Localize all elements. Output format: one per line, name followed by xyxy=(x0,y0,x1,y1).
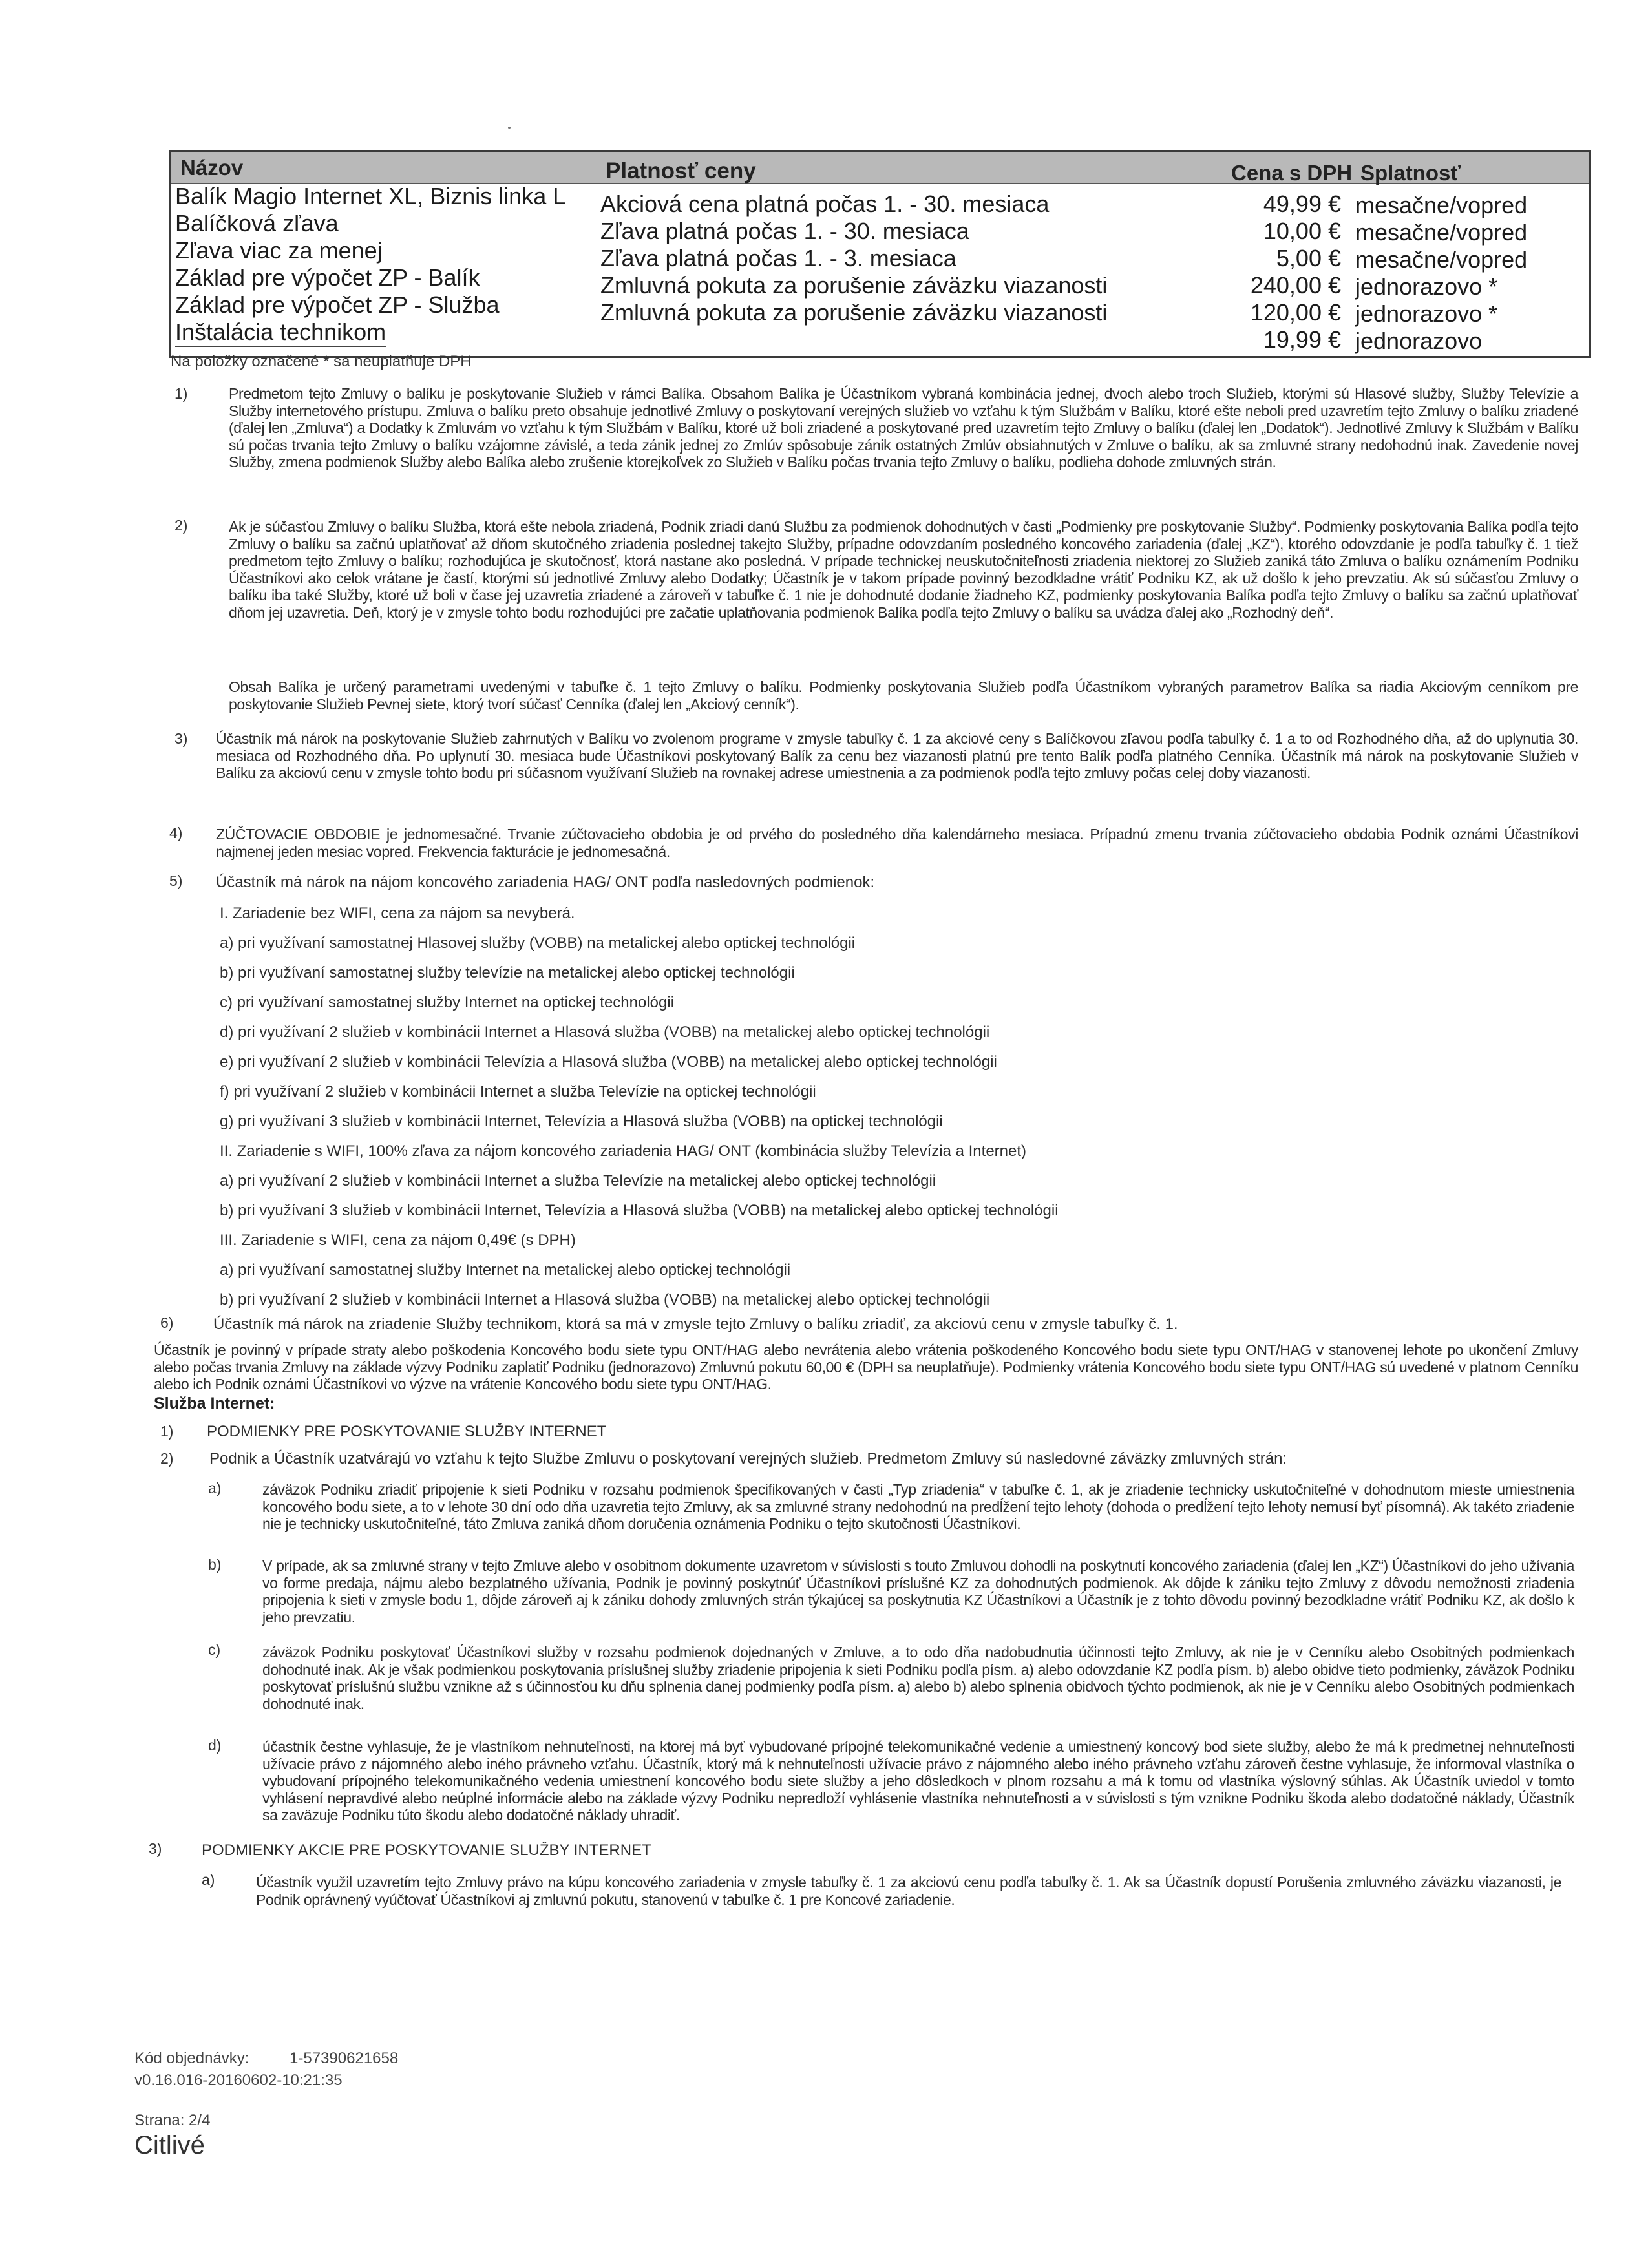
name-column xyxy=(175,183,589,347)
table-cell-due: mesačne/vopred xyxy=(1355,219,1528,246)
item-number: 2) xyxy=(174,517,188,534)
list-item: c) pri využívaní samostatnej služby Internet na optickej technológii xyxy=(220,994,675,1011)
paragraph-2: Ak je súčasťou Zmluvy o balíku Služba, ktorá ešte nebola zriadená, Podnik zriadi danú Službu za podmienok dohodnutých v časti „Podmienky pre poskytovanie Služby“. Podmienky poskytovania Balíka podľa tejto Zmluvy o balíku sa začnú uplatňovať až dňom skutočného zriadenia poslednej takejto Služby, prípadne odovzdaním posledného koncového zariadenia (ďalej „KZ“), ktorého odovzdanie je podľa tabuľky č. 1 tiež predmetom tejto Zmluvy o balíku; rozhodujúca je skutočnosť, ktorá nastane ako posledná. V prípade technickej neuskutočniteľnosti zriadenia niektorej zo Služieb zaniká táto Zmluva o balíku oznámením Podniku Účastníkovi ako celok vrátane je častí, ktorými sú jednotlivé Zmluvy alebo Dodatky; Účastník je v takom prípade povinný bezodkladne vrátiť Podniku KZ, ak už došlo k jeho prevzatiu. Ak sú súčasťou Zmluvy o balíku iba také Služby, ktoré už boli v čase jej uzavretia zriadené a zároveň v tabuľke č. 1 nie je dohodnuté dodanie žiadneho KZ, podmienky poskytovania Balíka podľa tejto Zmluvy o balíku sa začnú uplatňovať dňom jej uzavretia. Deň, ktorý je v zmysle tohto bodu rozhodujúci pre začatie uplatňovania podmienok Balíka podľa tejto Zmluvy o balíku sa uvádza ďalej ako „Rozhodný deň“. xyxy=(229,518,1578,621)
internet-point-3a: Účastník využil uzavretím tejto Zmluvy právo na kúpu koncového zariadenia v zmysle tabuľky č. 1 za akciovú cenu podľa tabuľky č. 1. Ak sa Účastník dopustí Porušenia zmluvného záväzku viazanosti, je Podnik oprávnený vyúčtovať Účastníkovi aj zmluvnú pokutu, stanovenú v tabuľke č. 1 pre Koncové zariadenie. xyxy=(256,1874,1561,1908)
table-cell-validity: Zmluvná pokuta za porušenie záväzku viazanosti xyxy=(600,299,1108,326)
paragraph-4: ZÚČTOVACIE OBDOBIE je jednomesačné. Trvanie zúčtovacieho obdobia je od prvého do posledného dňa kalendárneho mesiaca. Prípadnú zmenu trvania zúčtovacieho obdobia Podnik oznámi Účastníkovi najmenej jeden mesiac vopred. Frekvencia fakturácie je jednomesačná. xyxy=(216,826,1578,860)
list-item: a) pri využívaní samostatnej služby Internet na metalickej alebo optickej technológii xyxy=(220,1261,791,1279)
header-validity: Platnosť ceny xyxy=(606,158,756,184)
internet-heading: Služba Internet: xyxy=(154,1394,275,1412)
table-cell-price: 49,99 € xyxy=(1263,191,1341,217)
scan-speck xyxy=(508,127,511,129)
item-letter: a) xyxy=(202,1871,215,1888)
paragraph-5: Účastník má nárok na nájom koncového zariadenia HAG/ ONT podľa nasledovných podmienok: xyxy=(216,874,875,891)
list-item: a) pri využívaní 2 služieb v kombinácii Internet a služba Televízie na metalickej alebo optickej technológii xyxy=(220,1172,936,1190)
table-cell-price: 120,00 € xyxy=(1250,299,1341,326)
item-letter: a) xyxy=(208,1480,222,1496)
table-cell-price: 19,99 € xyxy=(1263,326,1341,353)
item-number: 3) xyxy=(174,730,188,747)
paragraph-2b: Obsah Balíka je určený parametrami uvedenými v tabuľke č. 1 tejto Zmluvy o balíku. Podmienky poskytovania Služieb podľa Účastníkom vybraných parametrov Balíka sa riadia Akciovým cenníkom pre poskytovanie Služieb Pevnej siete, ktorý tvorí súčasť Cenníka (ďalej len „Akciový cenník“). xyxy=(229,678,1578,713)
order-code-label: Kód objednávky: xyxy=(134,2050,249,2067)
list-item: I. Zariadenie bez WIFI, cena za nájom sa nevyberá. xyxy=(220,905,575,922)
table-cell-validity: Zmluvná pokuta za porušenie záväzku viazanosti xyxy=(600,272,1108,299)
internet-point-2d: účastník čestne vyhlasuje, že je vlastníkom nehnuteľnosti, na ktorej má byť vybudované prípojné telekomunikačné vedenie a umiestnený koncový bod siete služby, alebo že má k predmetnej nehnuteľnosti užívacie právo z nájomného alebo iného právneho vzťahu. Účastník, ktorý má k nehnuteľnosti užívacie právo z nájomného alebo iného právneho vzťahu zároveň čestne vyhlasuje, že informoval vlastníka o vybudovaní prípojného telekomunikačného vedenia umiestnení koncového bodu siete služby a jeho dôsledkoch v plnom rozsahu a má k tomu od vlastníka výslovný súhlas. Ak Účastník uviedol v tomto vyhlásení nepravdivé alebo neúplné informácie alebo na základe výzvy Podniku nepredloží vyhlásenie vlastníka nehnuteľnosti a v súvislosti s tým vznikne Podniku škoda alebo dodatočné náklady, Účastník sa zaväzuje Podniku túto škodu alebo dodatočné náklady uhradiť. xyxy=(262,1738,1574,1823)
item-letter: b) xyxy=(208,1556,222,1573)
item-number: 6) xyxy=(160,1314,174,1331)
paragraph-7: Účastník je povinný v prípade straty alebo poškodenia Koncového bodu siete typu ONT/HAG alebo nevrátenia alebo vrátenia poškodeného Koncového bodu siete typu ONT/HAG v stanovenej lehote po ukončení Zmluvy alebo počas trvania Zmluvy na základe výzvy Podniku zaplatiť Podniku (jednorazovo) Zmluvnú pokutu 60,00 € (DPH sa neuplatňuje). Podmienky vrátenia Koncového bodu siete typu ONT/HAG sú uvedené v platnom Cenníku alebo ich Podnik oznámi Účastníkovi vo výzve na vrátenie Koncového bodu siete typu ONT/HAG. xyxy=(154,1341,1578,1392)
table-cell-name: Balíčková zľava xyxy=(175,210,339,236)
list-item: f) pri využívaní 2 služieb v kombinácii Internet a služba Televízie na optickej technológii xyxy=(220,1083,816,1100)
item-number: 1) xyxy=(174,385,188,402)
table-cell-due: mesačne/vopred xyxy=(1355,192,1528,218)
classification-label: Citlivé xyxy=(134,2131,205,2159)
item-number: 4) xyxy=(169,824,183,841)
table-cell-validity: Zľava platná počas 1. - 3. mesiaca xyxy=(600,245,956,271)
item-letter: d) xyxy=(208,1737,222,1754)
item-number: 5) xyxy=(169,872,183,889)
price-table-header xyxy=(171,152,1589,184)
internet-point-2a: záväzok Podniku zriadiť pripojenie k sieti Podniku v rozsahu podmienok špecifikovaných v časti „Typ zriadenia“ v tabuľke č. 1, ak je zriadenie technicky uskutočniteľné v dohodnutom mieste umiestnenia koncového bodu siete, a to v lehote 30 dní odo dňa uzavretia tejto Zmluvy, ak sa zmluvné strany nedohodnú na predĺžení tejto lehoty (dohoda o predĺžení tejto lehoty nemusí byť písomná). Ak takéto zriadenie nie je technicky uskutočniteľné, táto Zmluva zaniká dňom doručenia oznámenia Podniku o tejto skutočnosti Účastníkovi. xyxy=(262,1481,1574,1532)
table-cell-name: Základ pre výpočet ZP - Služba xyxy=(175,291,500,318)
table-footnote: Na položky označené * sa neuplatňuje DPH xyxy=(171,353,472,370)
internet-point-3: PODMIENKY AKCIE PRE POSKYTOVANIE SLUŽBY INTERNET xyxy=(202,1842,651,1859)
table-cell-validity: Akciová cena platná počas 1. - 30. mesiaca xyxy=(600,191,1050,217)
table-cell-name: Zľava viac za menej xyxy=(175,237,383,264)
list-item: e) pri využívaní 2 služieb v kombinácii Televízia a Hlasová služba (VOBB) na metalickej alebo optickej technológii xyxy=(220,1053,997,1071)
list-item: b) pri využívaní samostatnej služby televízie na metalickej alebo optickej technológii xyxy=(220,964,795,982)
page-number: Strana: 2/4 xyxy=(134,2112,211,2129)
paragraph-3: Účastník má nárok na poskytovanie Služieb zahrnutých v Balíku vo zvolenom programe v zmysle tabuľky č. 1 za akciové ceny s Balíčkovou zľavou podľa tabuľky č. 1 a to od Rozhodného dňa, až do uplynutia 30. mesiaca od Rozhodného dňa. Po uplynutí 30. mesiaca bude Účastníkovi poskytovaný Balík za cenu bez viazanosti platnú pre tento Balík podľa platného Cenníka. Účastník má nárok na poskytovanie Služieb v Balíku za akciovú cenu v zmysle tohto bodu pri súčasnom využívaní Služieb na rovnakej adrese umiestnenia a za podmienok podľa tejto zmluvy počas celej doby viazanosti. xyxy=(216,730,1578,781)
table-cell-price: 240,00 € xyxy=(1250,272,1341,299)
list-item: d) pri využívaní 2 služieb v kombinácii Internet a Hlasová služba (VOBB) na metalickej alebo optickej technológii xyxy=(220,1024,990,1041)
paragraph-1: Predmetom tejto Zmluvy o balíku je poskytovanie Služieb v rámci Balíka. Obsahom Balíka je Účastníkom vybraná kombinácia jednej, dvoch alebo troch Služieb, ktorými sú Hlasové služby, Služby Televízie a Služby internetového prístupu. Zmluva o balíku preto obsahuje jednotlivé Zmluvy o poskytovaní verejných služieb vo vzťahu k tým Službám v Balíku, ktoré ešte neboli pred uzavretím tejto Zmluvy o balíku zriadené (ďalej len „Zmluva“) a Dodatky k Zmluvám vo vzťahu k tým Službám v Balíku, ktoré už boli zriadené a poskytované pred uzavretím tejto Zmluvy o balíku (ďalej len „Dodatok“). Jednotlivé Zmluvy k Službám v Balíku sú počas trvania tejto Zmluvy o balíku vzájomne závislé, a teda zánik jednej zo Zmlúv spôsobuje zánik ostatných Zmlúv obsiahnutých v Zmluve o balíku, ak sa zmluvné strany nedohodnú inak. Zavedenie novej Služby, zmena podmienok Služby alebo Balíka alebo zrušenie ktorejkoľvek zo Služieb v Balíku počas trvania tejto Zmluvy o balíku, podlieha dohode zmluvných strán. xyxy=(229,385,1578,470)
price-table xyxy=(169,150,1591,358)
table-cell-due: jednorazovo xyxy=(1355,328,1483,354)
internet-point-1: PODMIENKY PRE POSKYTOVANIE SLUŽBY INTERNET xyxy=(207,1423,607,1440)
header-due: Splatnosť xyxy=(1360,161,1461,185)
table-cell-name: Balík Magio Internet XL, Biznis linka L xyxy=(175,183,566,209)
order-code-value: 1-57390621658 xyxy=(290,2050,399,2067)
table-cell-price: 10,00 € xyxy=(1263,218,1341,244)
internet-point-2b: V prípade, ak sa zmluvné strany v tejto Zmluve alebo v osobitnom dokumente uzavretom v súvislosti s touto Zmluvou dohodli na poskytnutí koncového zariadenia (ďalej len „KZ“) Účastníkovi do jeho užívania vo forme predaja, nájmu alebo bezplatného užívania, Podnik je povinný poskytnúť Účastníkovi príslušné KZ za dohodnutých podmienok. Ak dôjde k zániku tejto Zmluvy z dôvodu nemožnosti zriadenia pripojenia k sieti v zmysle bodu 1, dôjde zároveň aj k zániku dohody zmluvných strán týkajúcej sa poskytnutia KZ Účastníkovi a Účastník je z tohto dôvodu povinný bezodkladne vrátiť Podniku KZ, ak došlo k jeho prevzatiu. xyxy=(262,1557,1574,1626)
internet-point-2c: záväzok Podniku poskytovať Účastníkovi služby v rozsahu podmienok dojednaných v Zmluve, a to odo dňa nadobudnutia účinnosti tejto Zmluvy, ak nie je v Cenníku alebo Osobitných podmienkach dohodnuté inak. Ak je však podmienkou poskytovania príslušnej služby zriadenie pripojenia k sieti Podniku podľa písm. a) alebo odovzdanie KZ podľa písm. b) alebo obidve tieto podmienky, záväzok Podniku poskytovať príslušnú službu vznikne až s účinnosťou ku dňu splnenia danej podmienky podľa písm. a) alebo b) alebo splnenia obidvoch týchto podmienok, ak nie je v Cenníku alebo Osobitných podmienkach dohodnuté inak. xyxy=(262,1644,1574,1712)
paragraph-6: Účastník má nárok na zriadenie Služby technikom, ktorá sa má v zmysle tejto Zmluvy o balíku zriadiť, za akciovú cenu v zmysle tabuľky č. 1. xyxy=(213,1316,1178,1333)
item-number: 2) xyxy=(160,1450,174,1467)
table-cell-due: jednorazovo * xyxy=(1355,273,1498,300)
version-string: v0.16.016-20160602-10:21:35 xyxy=(134,2072,343,2089)
item-number: 1) xyxy=(160,1423,174,1440)
item-number: 3) xyxy=(149,1840,162,1857)
list-item: b) pri využívaní 3 služieb v kombinácii Internet, Televízia a Hlasová služba (VOBB) na metalickej alebo optickej technológii xyxy=(220,1202,1059,1219)
table-cell-due: mesačne/vopred xyxy=(1355,246,1528,273)
table-cell-price: 5,00 € xyxy=(1276,245,1341,271)
list-item: II. Zariadenie s WIFI, 100% zľava za nájom koncového zariadenia HAG/ ONT (kombinácia služby Televízia a Internet) xyxy=(220,1142,1027,1160)
validity-column xyxy=(600,191,1182,326)
due-column xyxy=(1355,192,1575,355)
table-cell-name: Základ pre výpočet ZP - Balík xyxy=(175,264,480,291)
table-cell-due: jednorazovo * xyxy=(1355,300,1498,327)
internet-point-2: Podnik a Účastník uzatvárajú vo vzťahu k tejto Službe Zmluvu o poskytovaní verejných služieb. Predmetom Zmluvy sú nasledovné záväzky zmluvných strán: xyxy=(209,1450,1287,1467)
list-item: b) pri využívaní 2 služieb v kombinácii Internet a Hlasová služba (VOBB) na metalickej alebo optickej technológii xyxy=(220,1291,990,1308)
header-name: Názov xyxy=(180,156,244,180)
table-cell-validity: Zľava platná počas 1. - 30. mesiaca xyxy=(600,218,969,244)
list-item: g) pri využívaní 3 služieb v kombinácii Internet, Televízia a Hlasová služba (VOBB) na optickej technológii xyxy=(220,1113,943,1130)
item-letter: c) xyxy=(208,1641,221,1658)
price-column xyxy=(1179,191,1341,353)
list-item: a) pri využívaní samostatnej Hlasovej služby (VOBB) na metalickej alebo optickej technológii xyxy=(220,934,856,952)
header-price: Cena s DPH xyxy=(1231,161,1353,185)
list-item: III. Zariadenie s WIFI, cena za nájom 0,49€ (s DPH) xyxy=(220,1232,576,1249)
table-cell-name: Inštalácia technikom xyxy=(175,319,386,347)
